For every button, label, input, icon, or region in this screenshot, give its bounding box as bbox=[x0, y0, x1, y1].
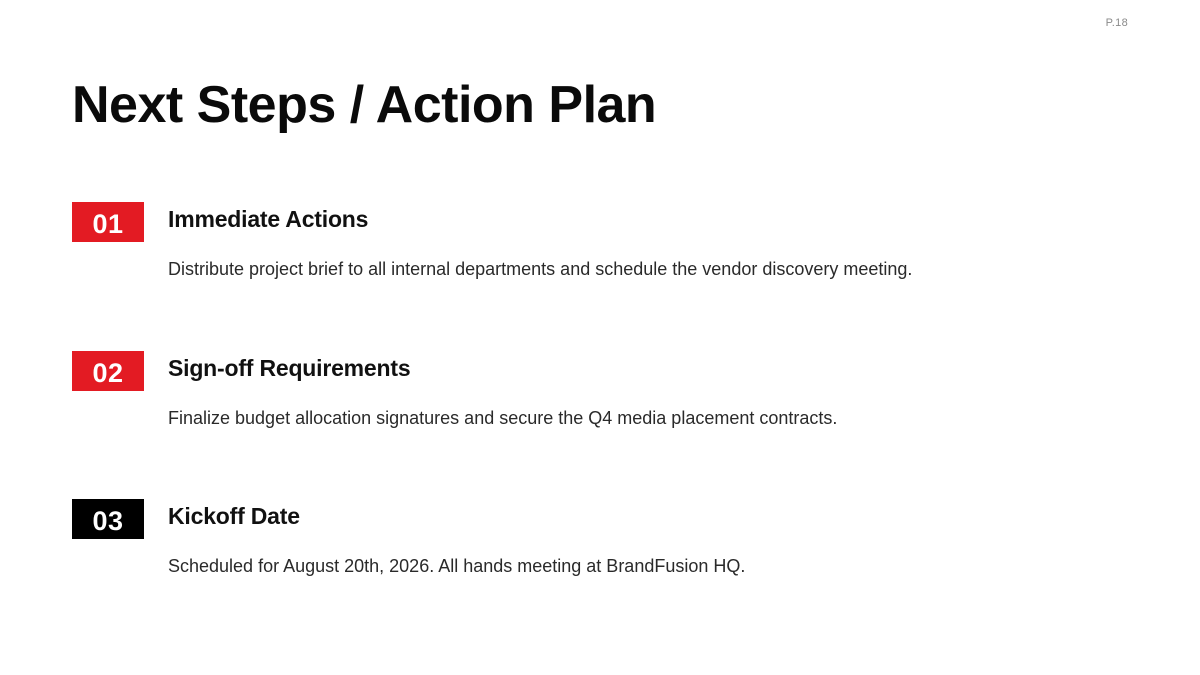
step-heading: Kickoff Date bbox=[168, 503, 300, 529]
step-description: Finalize budget allocation signatures and secure the Q4 media placement contracts. bbox=[168, 408, 838, 428]
step-heading: Immediate Actions bbox=[168, 206, 369, 232]
step-item-1 bbox=[72, 202, 1072, 302]
step-number-badge: 02 bbox=[72, 351, 144, 391]
step-description: Distribute project brief to all internal departments and schedule the vendor discovery meeting. bbox=[168, 259, 913, 279]
step-item-3 bbox=[72, 499, 1072, 599]
step-description: Scheduled for August 20th, 2026. All hands meeting at BrandFusion HQ. bbox=[168, 556, 746, 576]
step-number-badge: 03 bbox=[72, 499, 144, 539]
step-item-2 bbox=[72, 351, 1072, 451]
page-number: P.18 bbox=[1105, 17, 1128, 29]
step-number-badge: 01 bbox=[72, 202, 144, 242]
page-title: Next Steps / Action Plan bbox=[72, 76, 657, 134]
step-heading: Sign-off Requirements bbox=[168, 355, 411, 381]
